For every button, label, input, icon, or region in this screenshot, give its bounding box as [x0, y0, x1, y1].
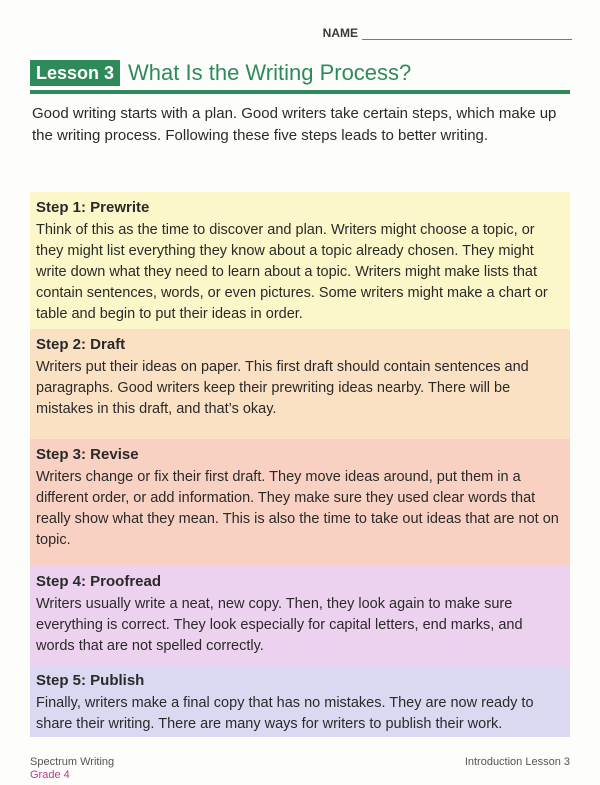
- footer-book: Spectrum Writing: [30, 756, 115, 768]
- intro-paragraph: Good writing starts with a plan. Good writers take certain steps, which make up the writing process. Following these five steps leads to better writing.: [32, 105, 557, 144]
- step-title: Step 5: Publish: [36, 672, 145, 689]
- step-title: Step 1: Prewrite: [36, 199, 150, 216]
- step-revise: [30, 439, 570, 566]
- step-text: Finally, writers make a final copy that has no mistakes. They are now ready to share their writing. There are many ways for writers to publish their work.: [36, 695, 534, 732]
- step-publish: [30, 665, 570, 737]
- step-text: Writers put their ideas on paper. This first draft should contain sentences and paragraphs. Good writers keep their prewriting ideas nearby. There will be mistakes in this draft, and that’s okay.: [36, 359, 529, 417]
- step-proofread: [30, 566, 570, 665]
- step-text: Writers usually write a neat, new copy. Then, they look again to make sure everything is correct. They look especially for capital letters, end marks, and words that are not spelled correctly.: [36, 596, 523, 654]
- footer-section: Introduction Lesson 3: [464, 756, 570, 768]
- footer-grade: Grade 4: [30, 769, 70, 781]
- step-text: Writers change or fix their first draft. They move ideas around, put them in a different order, or add information. They make sure they used clear words that really show what they mean. This is also the time to take out ideas that are not on topic.: [36, 469, 559, 548]
- step-prewrite: [30, 192, 570, 329]
- step-text: Think of this as the time to discover and plan. Writers might choose a topic, or they might list everything they know about a topic already chosen. They might write down what they need to learn about a topic. Writers might make lists that contain sentences, words, or even pictures. Some writers might make a chart or table and begin to put their ideas in order.: [36, 222, 548, 322]
- name-line[interactable]: [362, 29, 572, 40]
- steps-list: [30, 192, 570, 737]
- lesson-header: [30, 60, 570, 94]
- lesson-badge: Lesson 3: [30, 60, 120, 86]
- step-title: Step 3: Revise: [36, 446, 139, 463]
- lesson-title: What Is the Writing Process?: [128, 60, 412, 85]
- step-draft: [30, 329, 570, 439]
- name-field: [323, 26, 572, 40]
- name-label: NAME: [322, 26, 358, 40]
- step-title: Step 4: Proofread: [36, 573, 162, 590]
- step-title: Step 2: Draft: [36, 336, 126, 353]
- footer-book-info: [30, 756, 114, 782]
